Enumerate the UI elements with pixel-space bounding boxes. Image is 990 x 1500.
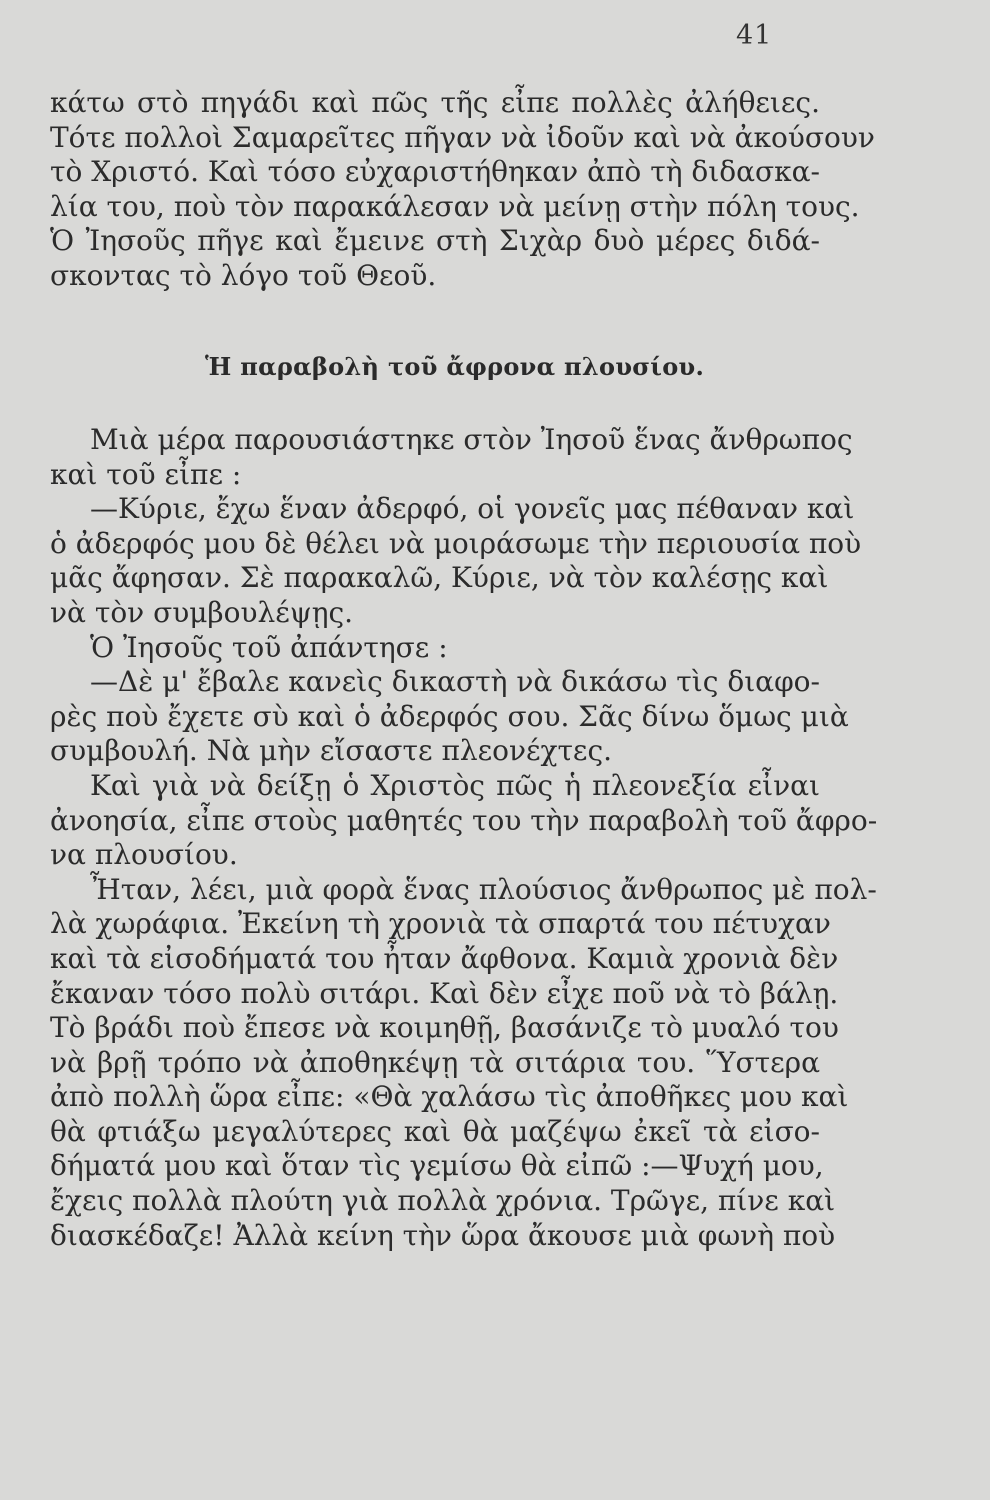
- text-line: λὰ χωράφια. Ἐκείνη τὴ χρονιὰ τὰ σπαρτά του πέτυχαν: [50, 907, 831, 941]
- text-line: συμβουλή. Νὰ μὴν εἴσαστε πλεονέχτες.: [50, 734, 613, 768]
- text-line: ρὲς ποὺ ἔχετε σὺ καὶ ὁ ἀδερφός σου. Σᾶς δίνω ὅμως μιὰ: [50, 699, 849, 733]
- text-line: καὶ τοῦ εἶπε :: [50, 457, 242, 491]
- section-heading: Ἡ παραβολὴ τοῦ ἄφρονα πλουσίου.: [205, 352, 705, 381]
- text-line: νὰ βρῇ τρόπο νὰ ἀποθηκέψῃ τὰ σιτάρια του. Ὕστερα: [50, 1045, 820, 1079]
- text-line: καὶ τὰ εἰσοδήματά του ἦταν ἄφθονα. Καμιὰ χρονιὰ δὲν: [50, 941, 839, 975]
- text-line: —Κύριε, ἔχω ἕναν ἀδερφό, οἱ γονεῖς μας πέθαναν καὶ: [90, 492, 855, 526]
- text-line: Ἦταν, λέει, μιὰ φορὰ ἕνας πλούσιος ἄνθρωπος μὲ πολ-: [90, 872, 877, 906]
- page-number: 41: [736, 20, 773, 51]
- text-line: Μιὰ μέρα παρουσιάστηκε στὸν Ἰησοῦ ἕνας ἄνθρωπος: [90, 423, 853, 456]
- text-line: σκοντας τὸ λόγο τοῦ Θεοῦ.: [50, 258, 437, 292]
- text-line: ἀπὸ πολλὴ ὥρα εἶπε: «Θὰ χαλάσω τὶς ἀποθῆκες μου καὶ: [50, 1080, 849, 1114]
- section-body: [50, 423, 878, 1253]
- top-paragraph: [50, 86, 875, 294]
- text-line: ἔκαναν τόσο πολὺ σιτάρι. Καὶ δὲν εἶχε ποῦ νὰ τὸ βάλῃ.: [50, 976, 839, 1010]
- text-line: τὸ Χριστό. Καὶ τόσο εὐχαριστήθηκαν ἀπὸ τὴ διδασκα-: [50, 155, 820, 189]
- text-line: Τὸ βράδι ποὺ ἔπεσε νὰ κοιμηθῇ, βασάνιζε τὸ μυαλό του: [50, 1011, 839, 1045]
- text-line: ἔχεις πολλὰ πλούτη γιὰ πολλὰ χρόνια. Τρῶγε, πίνε καὶ: [50, 1184, 836, 1218]
- text-line: —Δὲ μ' ἔβαλε κανεὶς δικαστὴ νὰ δικάσω τὶς διαφο-: [90, 665, 820, 699]
- text-line: κάτω στὸ πηγάδι καὶ πῶς τῆς εἶπε πολλὲς ἀλήθειες.: [50, 86, 820, 119]
- text-line: να πλουσίου.: [50, 838, 238, 872]
- text-line: ἀνοησία, εἶπε στοὺς μαθητές του τὴν παραβολὴ τοῦ ἄφρο-: [50, 803, 878, 837]
- text-line: Τότε πολλοὶ Σαμαρεῖτες πῆγαν νὰ ἰδοῦν καὶ νὰ ἀκούσουν: [50, 120, 875, 154]
- text-line: μᾶς ἄφησαν. Σὲ παρακαλῶ, Κύριε, νὰ τὸν καλέσῃς καὶ: [50, 561, 829, 595]
- text-line: λία του, ποὺ τὸν παρακάλεσαν νὰ μείνῃ στὴν πόλη τους.: [50, 189, 860, 223]
- text-line: νὰ τὸν συμβουλέψῃς.: [50, 595, 354, 629]
- text-line: θὰ φτιάξω μεγαλύτερες καὶ θὰ μαζέψω ἐκεῖ τὰ εἰσο-: [50, 1114, 820, 1148]
- text-line: Καὶ γιὰ νὰ δείξῃ ὁ Χριστὸς πῶς ἡ πλεονεξία εἶναι: [90, 768, 820, 802]
- text-line: ὁ ἀδερφός μου δὲ θέλει νὰ μοιράσωμε τὴν περιουσία ποὺ: [50, 526, 862, 560]
- text-line: Ὁ Ἰησοῦς τοῦ ἀπάντησε :: [90, 630, 448, 664]
- text-line: διασκέδαζε! Ἀλλὰ κείνη τὴν ὥρα ἄκουσε μιὰ φωνὴ ποὺ: [50, 1218, 836, 1252]
- text-line: δήματά μου καὶ ὅταν τὶς γεμίσω θὰ εἰπῶ :—Ψυχή μου,: [50, 1149, 824, 1183]
- text-line: Ὁ Ἰησοῦς πῆγε καὶ ἔμεινε στὴ Σιχὰρ δυὸ μέρες διδά-: [50, 224, 820, 258]
